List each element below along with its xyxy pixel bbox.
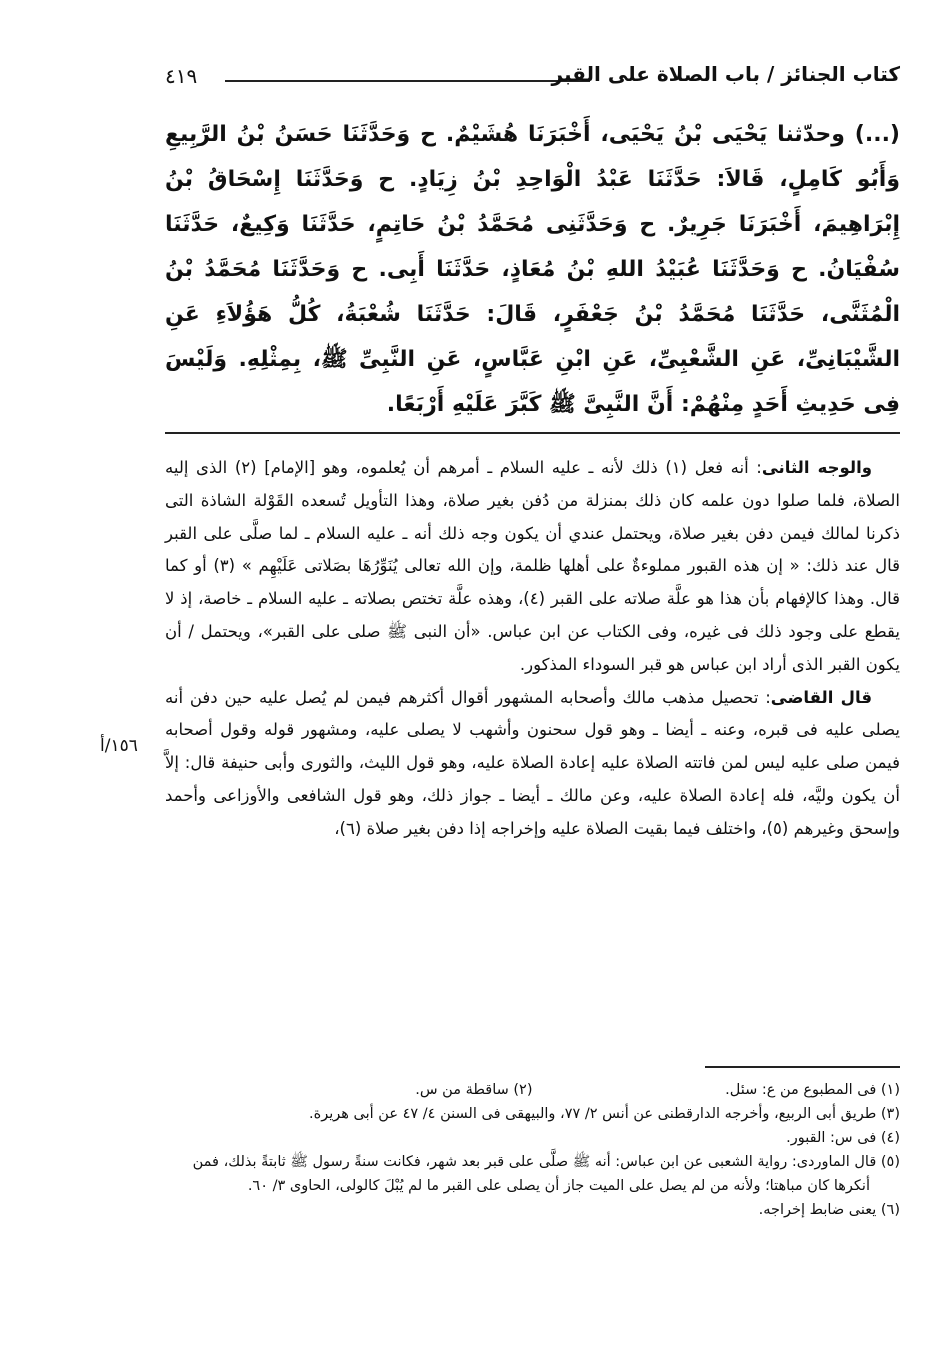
page-header [165, 58, 900, 98]
footnote-1: (١) فى المطبوع من ع: سئل. [725, 1082, 900, 1098]
running-title: كتاب الجنائز / باب الصلاة على القبر [551, 62, 900, 86]
footnote-divider [705, 1066, 900, 1068]
footnote-5: (٥) قال الماوردى: رواية الشعبى عن ابن عباس: أنه ﷺ صلَّى على قبر بعد شهر، فكانت سنةً رسول ﷺ ثابتةً بذلك، فمن أنكرها كان مباهتا؛ ولأنه من لم يصل على الميت جاز أن يصلى على القبر ما لم يُبْلَ كالولى، الحاوى ٣/ ٦٠. [192, 1154, 900, 1194]
footnote-3: (٣) طريق أبى الربيع، وأخرجه الدارقطنى عن أنس ٢/ ٧٧، والبيهقى فى السنن ٤/ ٤٧ عن أبى هريرة. [309, 1106, 900, 1122]
header-rule [225, 80, 590, 82]
page-number: ٤١٩ [165, 64, 198, 88]
footnote-6: (٦) يعنى ضابط إخراجه. [758, 1202, 900, 1218]
footnotes [165, 1078, 900, 1222]
manuscript-folio-marker: ١٥٦/أ [100, 736, 138, 756]
footnote-4: (٤) فى س: القبور. [786, 1130, 900, 1146]
hadith-divider [165, 432, 900, 434]
commentary-paragraph-2 [165, 682, 900, 846]
hadith-text: (...) وحدّثنا يَحْيَى بْنُ يَحْيَى، أَخْبَرَنَا هُشَيْمٌ. ح وَحَدَّثَنَا حَسَنُ بْنُ الرَّبِيعِ وَأَبُو كَامِلٍ، قَالاَ: حَدَّثَنَا عَبْدُ الْوَاحِدِ بْنُ زِيَادٍ. ح وَحَدَّثَنَا إِسْحَاقُ بْنُ إِبْرَاهِيمَ، أَخْبَرَنَا جَرِيرٌ. ح وَحَدَّثَنِى مُحَمَّدُ بْنُ حَاتِمٍ، حَدَّثَنَا وَكِيعٌ، حَدَّثَنَا سُفْيَانُ. ح وَحَدَّثَنَا عُبَيْدُ اللهِ بْنُ مُعَاذٍ، حَدَّثَنَا أَبِى. ح وَحَدَّثَنَا مُحَمَّدُ بْنُ الْمُثَنَّى، حَدَّثَنَا مُحَمَّدُ بْنُ جَعْفَرٍ، قَالَ: حَدَّثَنَا شُعْبَةُ، كُلُّ هَؤُلاَءِ عَنِ الشَّيْبَانِىِّ، عَنِ الشَّعْبِىِّ، عَنِ ابْنِ عَبَّاسٍ، عَنِ النَّبِىِّ ﷺ، بِمِثْلِهِ. وَلَيْسَ فِى حَدِيثِ أَحَدٍ مِنْهُمْ: أَنَّ النَّبِىَّ ﷺ كَبَّرَ عَلَيْهِ أَرْبَعًا. [165, 122, 900, 417]
footnote-2: (٢) ساقطة من س. [415, 1082, 533, 1098]
footnote-row [165, 1078, 900, 1102]
commentary-lead-1: والوجه الثانى [761, 458, 872, 477]
commentary-text-2: : تحصيل مذهب مالك وأصحابه المشهور أقوال أكثرهم فيمن لم يُصل عليه حين دفن أنه يصلى عليه فى قبره، وعنه ـ أيضا ـ وهو قول سحنون وأشهب لا يصلى عليه، ومشهور قوله وقول أصحابه فيمن صلى عليه ليس لمن فاتته الصلاة عليه إعادة الصلاة عليه، وهو قول الليث، والثورى وأبى حنيفة قال: إلاَّ أن يكون وليَّه، فله إعادة الصلاة عليه، وعن مالك ـ أيضا ـ جواز ذلك، وهو قول الشافعى والأوزاعى وأحمد وإسحق وغيرهم (٥)، واختلف فيما بقيت الصلاة عليه وإخراجه إذا دفن بغير صلاة (٦)، [165, 687, 900, 838]
commentary [165, 452, 900, 846]
commentary-text-1: : أنه فعل (١) ذلك لأنه ـ عليه السلام ـ أمرهم أن يُعلموه، وهو [الإمام] (٢) الذى إليه الصلاة، فلما صلوا دون علمه كان ذلك بمنزلة من دُفن بغير صلاة، وهذا التأويل تُسعده القَوْلة الشاذة التى ذكرنا لمالك فيمن دفن بغير صلاة، ويحتمل عندي أن يكون وجه ذلك أنه ـ عليه السلام ـ لما صلَّى على القبر قال عند ذلك: « إن هذه القبور مملوءةٌ على أهلها ظلمة، وإن الله تعالى يُنَوِّرُهَا بصَلاتى عَلَيْهِم » (٣) أو كما قال. وهذا كالإفهام بأن هذا هو علَّة صلاته على القبر (٤)، وهذه علَّة تختص بصلاته ـ عليه السلام ـ خاصة، إذ لا يقطع على وجود ذلك فى غيره، وفى الكتاب عن ابن عباس. «أن النبى ﷺ صلى على القبر»، ويحتمل / أن يكون القبر الذى أراد ابن عباس هو قبر السوداء المذكور. [165, 458, 900, 674]
commentary-paragraph-1 [165, 452, 900, 682]
commentary-lead-2: قال القاضى [770, 687, 872, 707]
